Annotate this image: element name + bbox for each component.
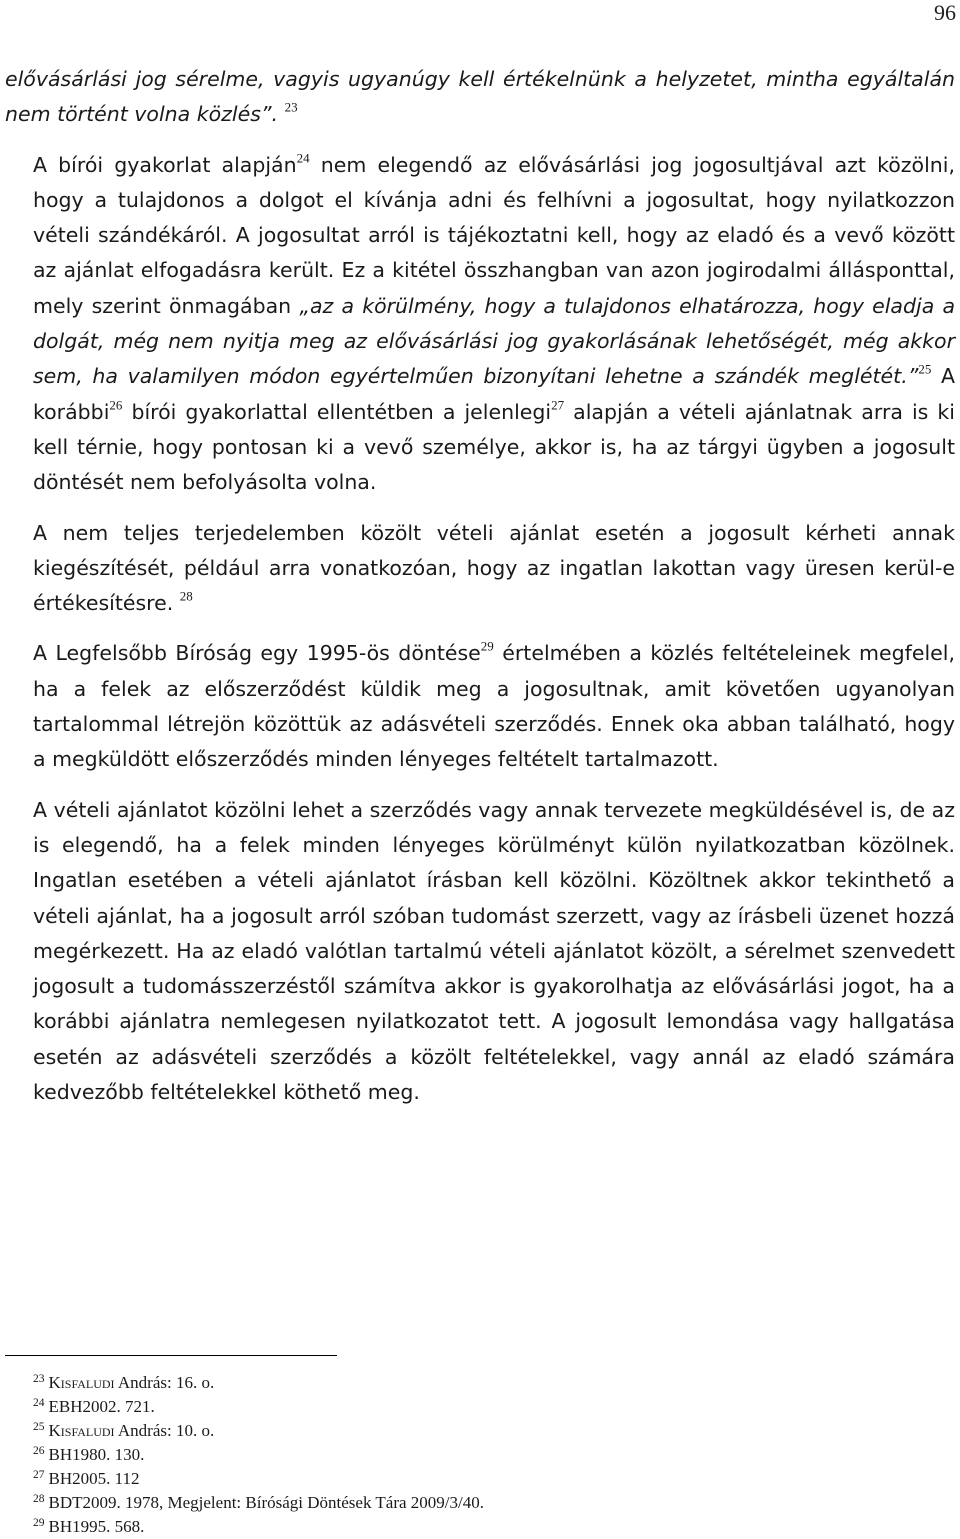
footnote-item [33,1515,484,1539]
footnote-number: 25 [33,1420,45,1433]
text-run: A bírói gyakorlat alapján [33,152,297,177]
footnote-item [33,1395,484,1419]
text-run: nem elegendő az elővásárlási jog jogosultjával azt közölni, hogy a tulajdonos a dolgot el kívánja adni és felhívni a jogosultat, hogy nyilatkozzon vételi szándékáról. A jogosultat arról is tájékoztatni kell, hogy az eladó és a vevő között az ajánlat elfogadásra került. Ez a kitétel összhangban van azon jogirodalmi állásponttal, mely szerint önmagában [33,152,955,318]
footnote-ref: 23 [284,99,298,115]
footnote-item [33,1371,484,1395]
footnote-ref: 29 [480,638,494,654]
quote-text: „az a körülmény, hogy a tulajdonos elhatározza, hogy eladja a dolgát, még nem nyitja meg az elővásárlási jog gyakorlásának lehetőségét, még akkor sem, ha valamilyen módon egyértelműen bizonyítani lehetne a szándék meglétét.” [33,293,956,389]
page-number: 96 [934,0,956,25]
paragraph-1 [5,62,955,133]
text-run: értelmében a közlés feltételeinek megfelel, ha a felek az előszerződést küldik meg a jogosultnak, amit követően ugyanolyan tartalommal létrejön közöttük az adásvételi szerződés. Ennek oka abban található, hogy a megküldött előszerződés minden lényeges feltételt tartalmazott. [33,641,955,772]
footnote-number: 29 [33,1516,45,1529]
footnote-number: 23 [33,1372,45,1385]
footnote-ref: 28 [179,588,193,604]
text-run: A vételi ajánlatot közölni lehet a szerződés vagy annak tervezete megküldésével is, de az is elegendő, ha a felek minden lényeges körülményt külön nyilatkozatban közölnek. Ingatlan esetében a vételi ajánlatot írásban kell közölni. Közöltnek akkor tekinthető a vételi ajánlat, ha a jogosult arról szóban tudomást szerzett, vagy az írásbeli üzenet hozzá megérkezett. Ha az eladó valótlan tartalmú vételi ajánlatot közölt, a sérelmet szenvedett jogosult a tudomásszerzéstől számítva akkor is gyakorolhatja az elővásárlási jogot, ha a korábbi ajánlatra nemlegesen nyilatkozatot tett. A jogosult lemondása vagy hallgatása esetén az adásvételi szerződés a közölt feltételekkel, vagy annál az eladó számára kedvezőbb feltételekkel köthető meg. [33,797,955,1105]
footnote-ref: 24 [296,149,310,165]
text-run: A nem teljes terjedelemben közölt vételi ajánlat esetén a jogosult kérheti annak kiegészítését, például arra vonatkozóan, hogy az ingatlan lakottan vagy üresen kerül-e értékesítésre. [33,520,955,616]
footnote-ref: 26 [109,396,123,412]
paragraph-5 [5,793,955,1111]
footnote-text: BH1980. 130. [48,1445,145,1464]
footnote-text: BH1995. 568. [48,1517,145,1536]
paragraph-3 [5,516,955,622]
footnote-item [33,1419,484,1443]
footnote-text: András: 16. o. [114,1373,215,1392]
footnote-ref: 25 [918,361,932,377]
text-run: alapján a vételi ajánlatnak arra is ki kell térnie, hogy pontosan ki a vevő személye, akkor is, ha az tárgyi ügyben a jogosult döntését nem befolyásolta volna. [33,399,955,495]
footnote-number: 24 [33,1396,45,1409]
footnote-author: Kisfaludi [48,1373,115,1392]
text-run: bírói gyakorlattal ellentétben a jelenlegi [122,399,552,424]
footnotes [33,1371,484,1539]
text-run: A korábbi [33,364,955,424]
paragraph-4 [5,636,955,777]
footnote-text: BH2005. 112 [48,1469,140,1488]
footnote-item [33,1443,484,1467]
footnote-number: 27 [33,1468,45,1481]
footnote-separator [5,1355,337,1356]
footnote-ref: 27 [551,396,565,412]
text-run: A Legfelsőbb Bíróság egy 1995-ös döntése [33,641,481,666]
footnote-text: EBH2002. 721. [48,1397,155,1416]
paragraph-2 [5,148,955,501]
footnote-number: 26 [33,1444,45,1457]
footnote-item [33,1467,484,1491]
quote-text: elővásárlási jog sérelme, vagyis ugyanúgy kell értékelnünk a helyzetet, mintha egyáltalán nem történt volna közlés”. [5,67,955,127]
footnote-number: 28 [33,1492,45,1505]
footnote-item [33,1491,484,1515]
footnote-author: Kisfaludi [48,1421,115,1440]
main-text [5,62,955,1110]
footnote-text: BDT2009. 1978, Megjelent: Bírósági Döntések Tára 2009/3/40. [48,1493,484,1512]
footnote-text: András: 10. o. [114,1421,215,1440]
